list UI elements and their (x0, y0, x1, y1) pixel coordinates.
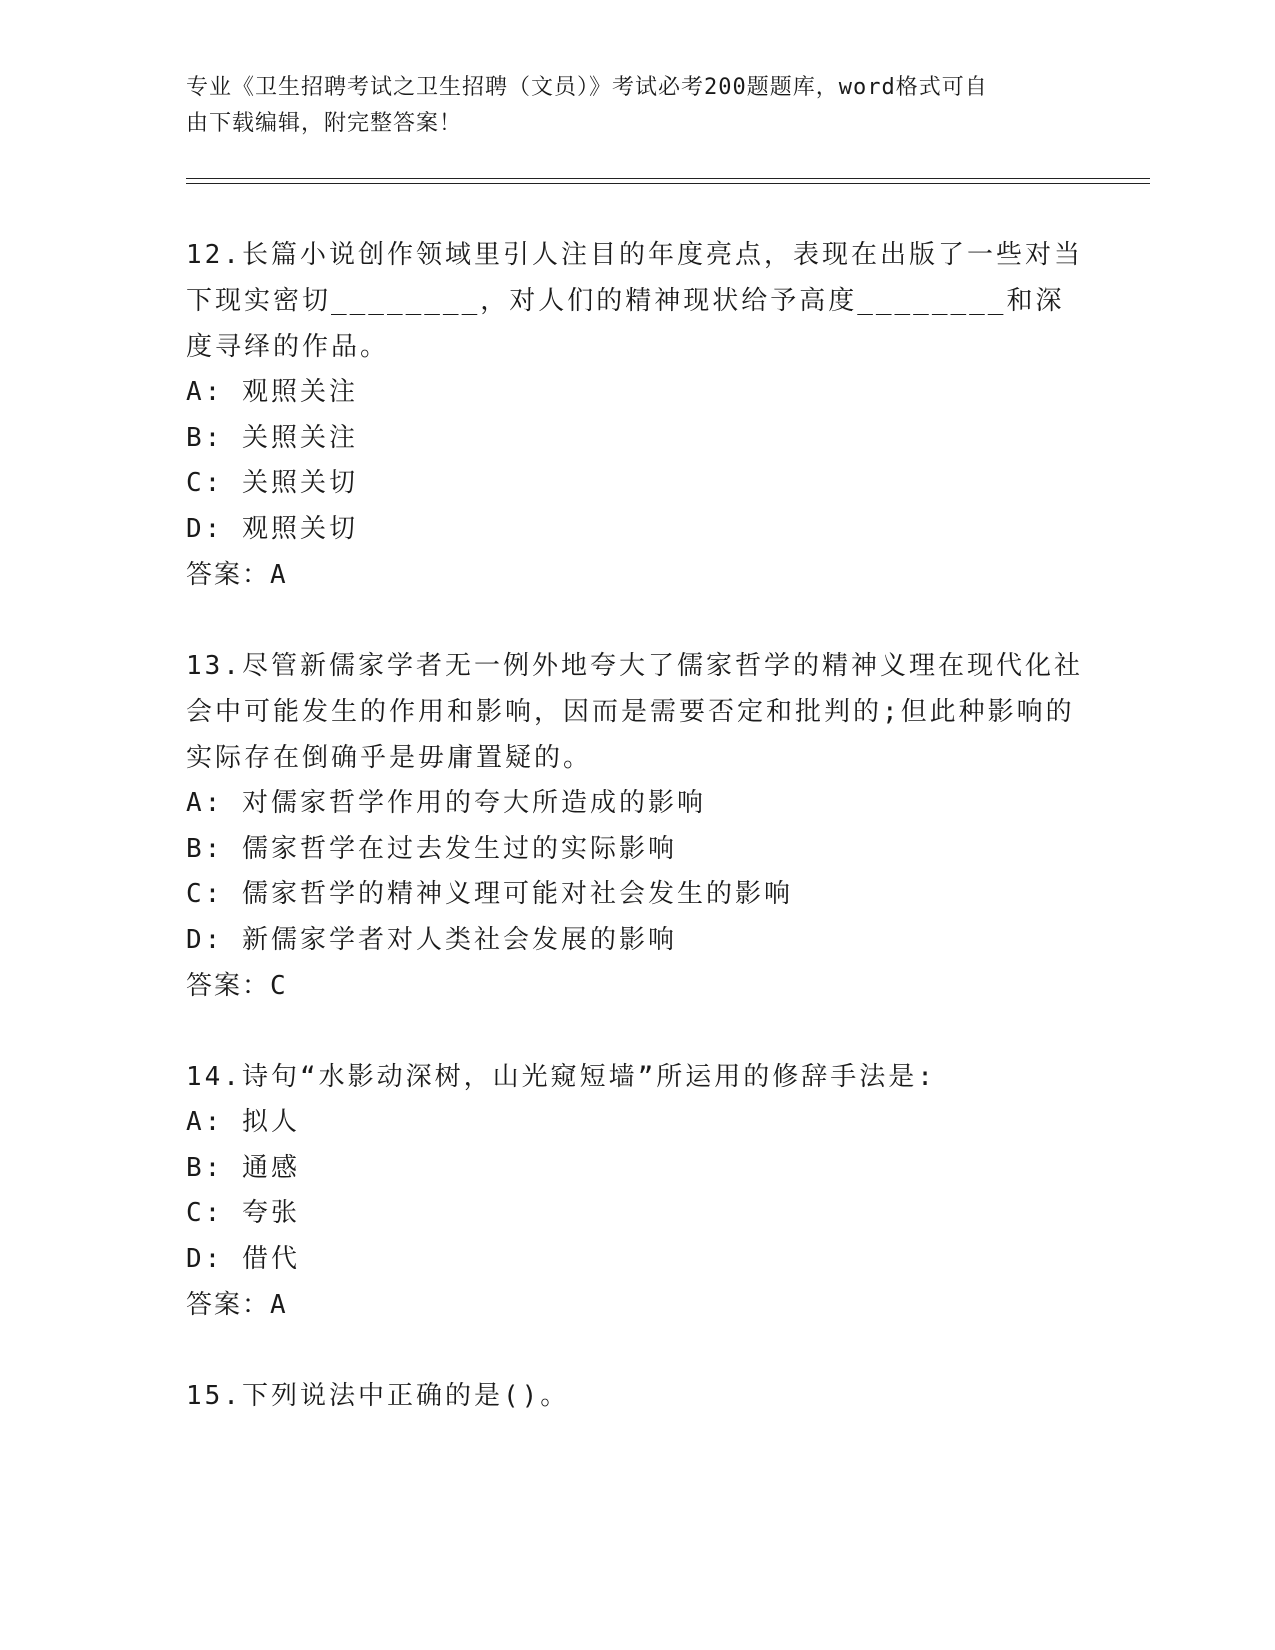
question-12 (186, 232, 1086, 598)
option-b: B: 儒家哲学在过去发生过的实际影响 (186, 833, 677, 864)
document-header (186, 70, 1066, 142)
option-d: D: 新儒家学者对人类社会发展的影响 (186, 924, 677, 955)
question-14 (186, 1054, 1086, 1328)
answer-line: 答案：A (186, 1290, 288, 1320)
question-stem: 12.长篇小说创作领域里引人注目的年度亮点，表现在出版了一些对当下现实密切________，对人们的精神现状给予高度________和深度寻绎的作品。 (186, 240, 1083, 362)
header-line-2: 由下载编辑，附完整答案！ (186, 111, 463, 136)
answer-line: 答案：A (186, 560, 288, 590)
option-a: A: 观照关注 (186, 377, 358, 407)
header-divider-top (186, 178, 1150, 179)
option-d: D: 借代 (186, 1243, 300, 1274)
question-15 (186, 1373, 1086, 1419)
question-stem: 13.尽管新儒家学者无一例外地夸大了儒家哲学的精神义理在现代化社会中可能发生的作用和影响，因而是需要否定和批判的;但此种影响的实际存在倒确乎是毋庸置疑的。 (186, 651, 1083, 773)
answer-line: 答案：C (186, 971, 288, 1001)
option-c: C: 儒家哲学的精神义理可能对社会发生的影响 (186, 879, 793, 909)
option-b: B: 关照关注 (186, 422, 358, 453)
question-list (186, 232, 1086, 1464)
header-line-1: 专业《卫生招聘考试之卫生招聘（文员）》考试必考200题题库，word格式可自 (186, 75, 988, 100)
header-divider-bottom (186, 183, 1150, 184)
option-a: A: 对儒家哲学作用的夸大所造成的影响 (186, 788, 706, 818)
option-b: B: 通感 (186, 1152, 300, 1183)
option-c: C: 关照关切 (186, 468, 358, 498)
option-c: C: 夸张 (186, 1198, 300, 1228)
option-d: D: 观照关切 (186, 513, 358, 544)
option-a: A: 拟人 (186, 1107, 300, 1137)
question-stem: 15.下列说法中正确的是()。 (186, 1381, 570, 1411)
question-stem: 14.诗句“水影动深树，山光窥短墙”所运用的修辞手法是: (186, 1062, 936, 1092)
question-13 (186, 643, 1086, 1009)
